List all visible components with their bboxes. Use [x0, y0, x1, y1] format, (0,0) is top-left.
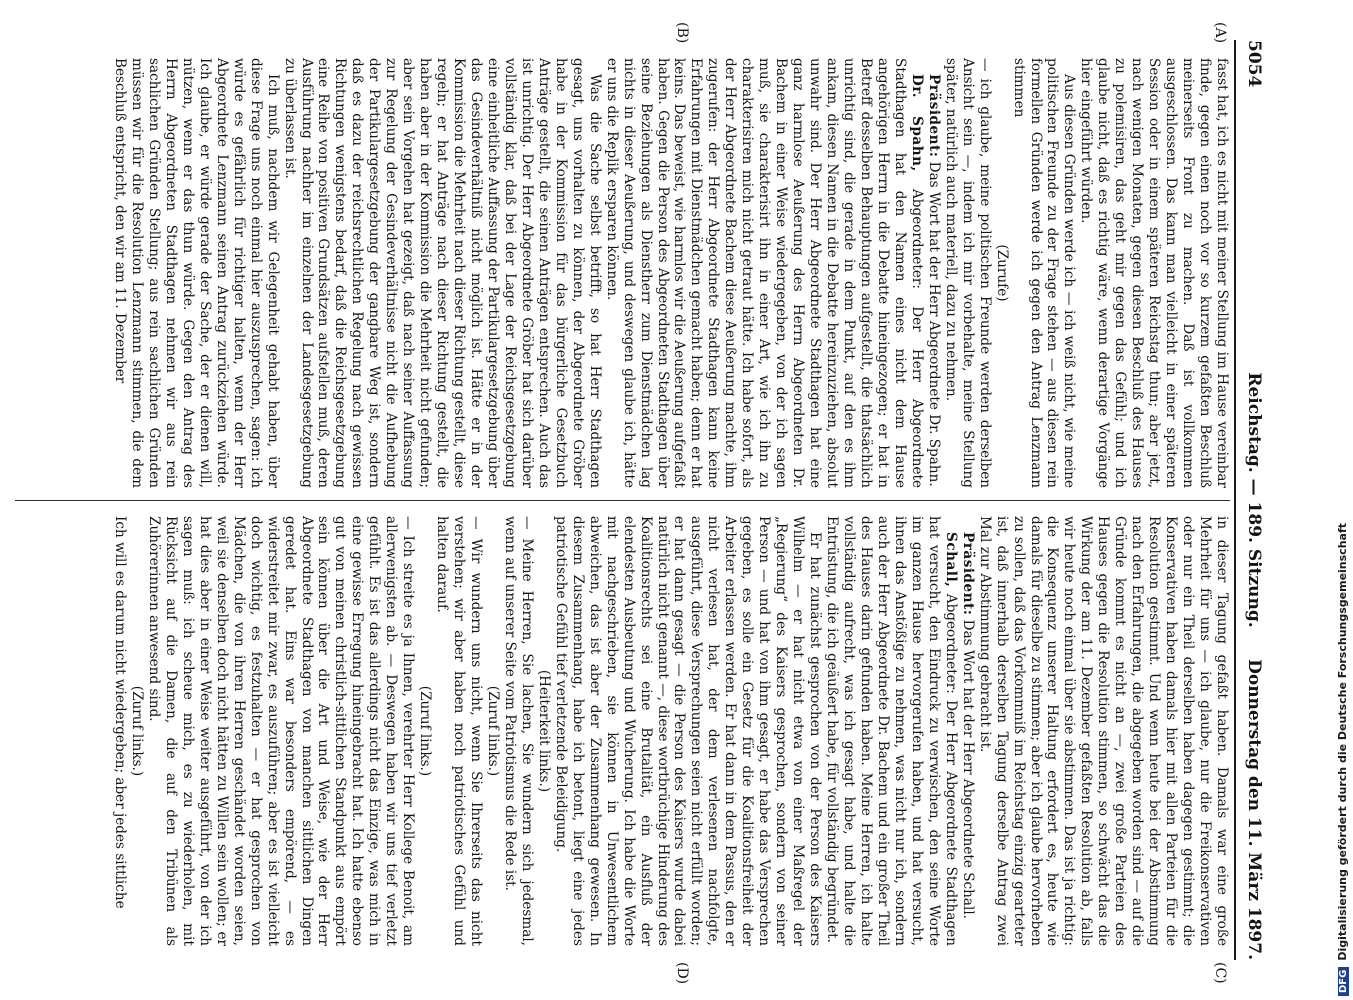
- interjection: (Zuruf links.): [417, 685, 434, 777]
- paragraph: — ich glaube, meine politischen Freunde werden derselben Ansicht sein —, indem ich mir vorbehalte, meine Stellung später, natürlich auch materiell, dazu zu nehmen.: [942, 58, 993, 488]
- session-date: Donnerstag den 11. März 1897.: [1244, 659, 1264, 960]
- speaker-name: Dr. Spahn,: [908, 74, 925, 172]
- interjection: (Heiterkeit links.): [535, 669, 552, 793]
- paragraph: Ich will es darum nicht wiedergeben; aber jedes sittliche: [112, 516, 129, 909]
- paragraph: in dieser Tagung gefaßt haben. Damals war eine große Mehrheit für uns — ich glaube, nur die Freikonservativen oder nur ein Theil derselben haben dagegen gestimmt; die Konservativen haben damals hier mit allen Parteien für die Resolution gestimmt. Und wenn heute bei der Abstimmung nach den Erfahrungen, die abgegeben worden sind — auf die Gründe kommt es nicht an —, zwei große Parteien des Hauses gegen die Resolution stimmen, so schwächt das die Wirkung der am 11. Dezember gefaßten Resolution ab, falls wir heute noch einmal über sie abstimmen. Das ist ja richtig: die Konsequenz unserer Haltung erfordert es, heute wie damals für dieselbe zu stimmen; aber ich glaube hervorheben zu sollen, daß das Vorkommniß im Reichstag einzig gearteter ist, daß innerhalb derselben Tagung derselbe Antrag zwei Mal zur Abstimmung gebracht ist.: [976, 516, 1230, 946]
- digitisation-note: [1300, 0, 1353, 1000]
- column-divider: [15, 500, 1230, 501]
- dfg-logo: DFG: [1338, 967, 1349, 996]
- speech-text: Abgeordneter: Der Herr Abgeordnete Stadthagen hat versucht, den Eindruck zu verwischen, den seine Worte im ganzen Hause hervorgerufen haben, und hat versucht, ihnen das Anstößige zu nehmen, was nicht nur ich, sondern auch der Herr Abgeordnete Dr. Bachem und ein großer Theil des Hauses darin gefunden haben. Meine Herren, ich halte vollständig aufrecht, was ich gesagt habe, und halte die Entrüstung, die ich geäußert habe, für vollständig begründet.: [824, 516, 959, 946]
- right-column: [15, 516, 1230, 946]
- paragraph: — Wir wundern uns nicht, wenn Sie Ihrerseits das nicht verstehen; wir aber haben noch patriotisches Gefühl und halten darauf.: [434, 516, 485, 946]
- paragraph: Aus diesen Gründen werde ich — ich weiß nicht, wie meine politischen Freunde zu der Frage stehen — aus diesen rein formellen Gründen werde ich gegen den Antrag Lenzmann stimmen: [1010, 58, 1078, 488]
- paragraph: Was die Sache selbst betrifft, so hat Herr Stadthagen gesagt, uns vorhalten zu können, der Abgeordnete Gröber habe in der Kommission für das bürgerliche Gesetzbuch Anträge gestellt, die seinen Anträgen entsprechen. Auch das ist unrichtig. Der Herr Abgeordnete Gröber hat sich darüber vollständig klar, daß bei der Lage der Reichsgesetzgebung eine einheitliche Auffassung der Partikulargesetzgebung über das Gesindeverhältniß nicht möglich ist. Hätte er in der Kommission die Mehrheit nach dieser Richtung gestellt, diese regeln; er hat Anträge nach dieser Richtung gestellt, die haben aber in der Kommission die Mehrheit nicht gefunden; aber sein Vorgehen hat gezeigt, daß nach seiner Auffassung zur Regelung der Gesindeverhältnisse nicht die Aufhebung der Partikulargesetzgebung der gangbare Weg ist, sondern daß es dazu der reichsrechtlichen Regelung nach gewissen Richtungen wenigstens bedarf, daß die Reichsgesetzgebung eine Reihe von positiven Grundsätzen aufstellen muß, deren Ausführung nachher im einzelnen der Landesgesetzgebung zu überlassen ist.: [281, 58, 603, 488]
- speaker-paragraph: [925, 58, 942, 488]
- paragraph: Er hat zunächst gesprochen von der Person des Kaisers Wilhelm — er hat nicht etwa von einer Maßregel der „Regierung“ des Kaisers gesprochen, sondern von seiner Person — und hat von ihm gesagt, er habe das Versprechen gegeben, es solle ein Gesetz für die Koalitionsfreiheit der Arbeiter erlassen werden. Er hat dann in dem Passus, den er nicht verlesen hat, der dem verlesenen nachfolgte, ausgeführt, diese Versprechungen seien nicht erfüllt worden; er hat dann gesagt — die Person des Kaisers wurde dabei natürlich nicht genannt —, diese wortbrüchige Hinderung des Koalitionsrechts sei eine Brutalität, ein Ausfluß der elendesten Ausbeutung und Wucherung. Ich habe die Worte mit nachgeschrieben, sie können in Unwesentlichem abweichen, das ist aber der Zusammenhang gewesen. In diesem Zusammenhang, habe ich betont, liegt eine jedes patriotische Gefühl tief verletzende Beleidigung.: [552, 516, 824, 946]
- margin-marker-a: (A): [1212, 22, 1228, 44]
- speaker-name: Präsident:: [925, 74, 942, 158]
- speaker-name: Präsident:: [959, 532, 976, 616]
- session-title: Reichstag. — 189. Sitzung.: [1244, 372, 1264, 628]
- speech-text: Das Wort hat der Herr Abgeordnete Schall.: [959, 619, 976, 919]
- speaker-paragraph: [603, 58, 925, 488]
- header-rule: [1234, 40, 1236, 960]
- interjection: (Zurufe): [993, 244, 1010, 302]
- speaker-name: Schall,: [942, 532, 959, 588]
- speech-text: Abgeordneter: Der Herr Abgeordnete Stadthagen hat den Namen eines nicht dem Hause angehörigen Herrn in die Debatte hineingezogen; er hat in Betreff desselben Behauptungen aufgestellt, die thatsächlich unrichtig sind, die gerade in dem Punkt, auf den es ihm ankam, diesen Namen in die Debatte hereinzuziehen, absolut unwahr sind. Der Herr Abgeordnete Stadthagen hat eine ganz harmlose Aeußerung des Herrn Abgeordneten Dr. Bachem in einer Weise wiedergegeben, von der ich sagen muß, sie charakterisirt ihn in einer Art, wie ich ihn zu charakterisiren mich nicht getraut hätte. Ich habe sofort, als der Herr Abgeordnete Bachem diese Aeußerung machte, ihm zugerufen: der Herr Abgeordnete Stadthagen kann keine Erfahrungen mit Dienstmädchen gemacht haben; denn er hat keins. Das beweist, wie harmlos wir die Aeußerung aufgefaßt haben. Gegen die Person des Abgeordneten Stadthagen über seine Beziehungen als Dienstherr zum Dienstmädchen lag nichts in dieser Aeußerung, und deswegen glaube ich, hätte er uns die Replik ersparen können.: [603, 58, 925, 488]
- speaker-paragraph: [823, 516, 959, 946]
- margin-marker-c: (C): [1212, 962, 1228, 984]
- left-column: [15, 58, 1230, 488]
- paragraph: Ich muß, nachdem wir Gelegenheit gehabt haben, über diese Frage uns noch einmal hier auszusprechen, sagen: ich würde es gefährlich für richtiger halten, wenn der Herr Abgeordnete Lenzmann seinen Antrag zurückziehen würde. Ich glaube, er würde gerade der Sache, der er dienen will, nützen, wenn er das thun würde. Gegen den Antrag des Herrn Abgeordneten Stadthagen nehmen wir aus rein sachlichen Gründen Stellung; aus rein sachlichen Gründen müssen wir für die Resolution Lenzmann stimmen, die dem Beschluß entspricht, den wir am 11. Dezember: [112, 58, 281, 488]
- paragraph: — Meine Herren, Sie lachen, Sie wundern sich jedesmal, wenn auf unserer Seite vom Patriotismus die Rede ist.: [501, 516, 535, 946]
- paragraph: fasst hat, ich es nicht mit meiner Stellung im Hause vereinbar finde, gegen einen noch vor so kurzem gefaßten Beschluß meinerseits Front zu machen. Daß ist vollkommen ausgeschlossen. Das kann man vielleicht in einer späteren Session oder in einem späteren Reichstag thun; aber jetzt, nach wenigen Monaten, gegen diesen Beschluß des Hauses zu polemisiren, das geht mir gegen das Gefühl; und ich glaube nicht, daß es richtig wäre, wenn derartige Vorgänge hier eingeführt würden.: [1078, 58, 1230, 488]
- margin-marker-d: (D): [674, 962, 690, 985]
- speech-text: Das Wort hat der Herr Abgeordnete Dr. Spahn.: [925, 161, 942, 487]
- digitisation-text: Digitalisierung gefördert durch die Deutsche Forschungsgemeinschaft: [1336, 522, 1349, 961]
- margin-marker-b: (B): [674, 22, 690, 44]
- paragraph: — Ich streite es ja Ihnen, verehrter Herr Kollege Benoit, am allerwenigsten ab. — Deswegen haben wir uns tief verletzt gefühlt. Es ist das allerdings nicht das Einzige, was mich in eine gewisse Erregung hineingebracht hat. Ich hatte ebenso gut von meinen christlich-sittlichen Standpunkt aus empört sein können über die Art und Weise, wie der Herr Abgeordnete Stadthagen von manchen sittlichen Dingen geredet hat. Eins war besonders empörend, — es widerstreitet mir zwar, es auszuführen; aber es ist vielleicht doch wichtig, es festzuhalten — er hat gesprochen von Mädchen, die von ihren Herren geschändet worden seien, weil sie denselben doch nicht hätten zu Willen sein wollen; er hat dies aber in einer Weise weiter ausgeführt, von der ich sagen muß: ich scheue mich, es zu wiederholen, mit Rücksicht auf die Damen, die auf den Tribünen als Zuhörerinnen anwesend sind.: [145, 516, 417, 946]
- speaker-paragraph: [959, 516, 976, 946]
- interjection: (Zuruf links.): [129, 685, 145, 777]
- interjection: (Zuruf links.): [485, 685, 502, 777]
- page-header: [1238, 40, 1264, 960]
- page-number: 5054: [1244, 40, 1264, 88]
